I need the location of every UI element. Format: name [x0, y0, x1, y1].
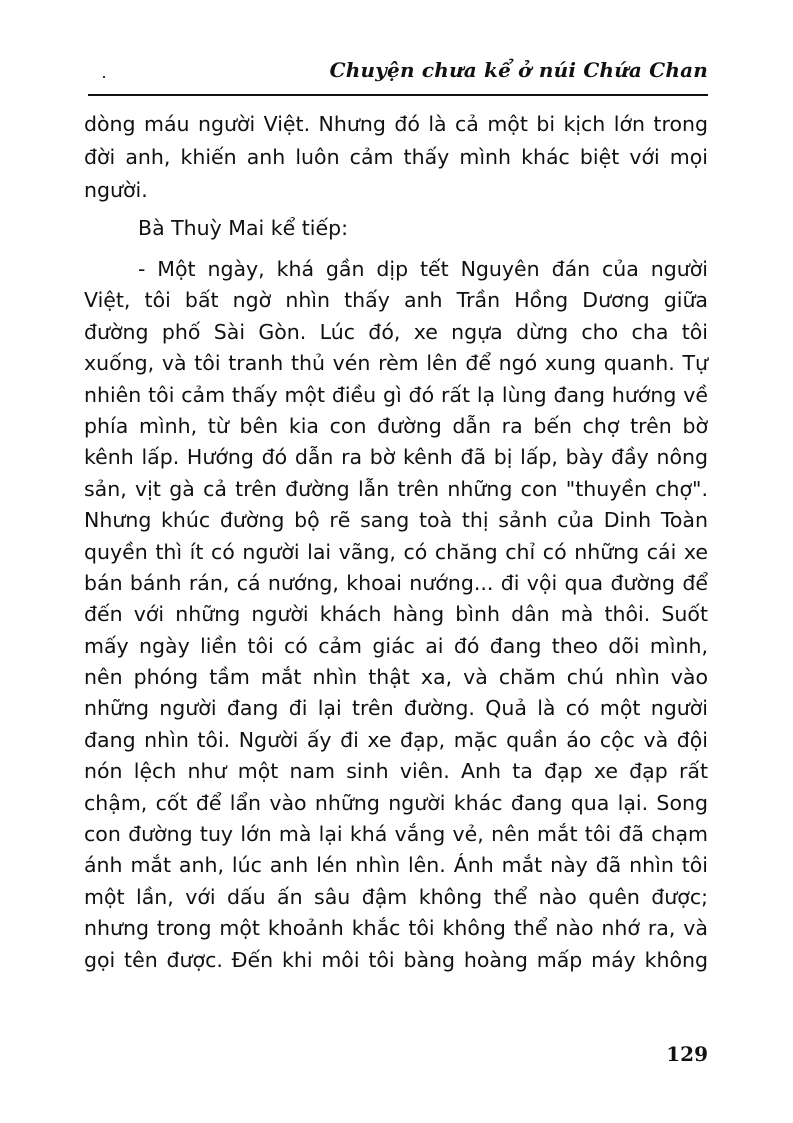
text-line: đường phố Sài Gòn. Lúc đó, xe ngựa dừng cho cha tôi: [84, 319, 708, 344]
text-line: đời anh, khiến anh luôn cảm thấy mình khác biệt với mọi: [84, 145, 708, 169]
text-line: quyền thì ít có người lai vãng, có chăng chỉ có những cái xe: [84, 539, 708, 564]
text-line: gọi tên được. Đến khi môi tôi bàng hoàng mấp máy không: [84, 947, 708, 972]
text-line: Việt, tôi bất ngờ nhìn thấy anh Trần Hồng Dương giữa: [84, 288, 708, 313]
paragraph-3: [84, 254, 708, 976]
text-line: đến với những người khách hàng bình dân mà thôi. Suốt: [84, 602, 708, 627]
paragraph-1: [84, 108, 708, 207]
text-line: con đường tuy lớn mà lại khá vắng vẻ, nên mắt tôi đã chạm: [84, 822, 708, 847]
text-line: - Một ngày, khá gần dịp tết Nguyên đán của người: [138, 257, 708, 281]
text-line: nhiên tôi cảm thấy một điều gì đó rất lạ lùng đang hướng về: [84, 382, 708, 407]
text-line: một lần, với dấu ấn sâu đậm không thể nào quên được;: [84, 884, 708, 909]
running-header-title: Chuyện chưa kể ở núi Chứa Chan: [329, 58, 708, 82]
text-line: ánh mắt anh, lúc anh lén nhìn lên. Ánh mắt này đã nhìn tôi: [84, 853, 708, 878]
scan-speck: [103, 76, 105, 78]
text-line: xuống, và tôi tranh thủ vén rèm lên để ngó xung quanh. Tự: [84, 351, 708, 376]
paragraph-2: [84, 212, 708, 245]
header-rule: [88, 94, 708, 96]
text-line: phía mình, từ bên kia con đường dẫn ra bến chợ trên bờ: [84, 413, 708, 438]
text-line: nón lệch như một nam sinh viên. Anh ta đạp xe đạp rất: [84, 759, 708, 784]
text-line: nên phóng tầm mắt nhìn thật xa, và chăm chú nhìn vào: [84, 665, 708, 690]
text-line: Nhưng khúc đường bộ rẽ sang toà thị sảnh của Dinh Toàn: [84, 508, 708, 533]
text-line: chậm, cốt để lẩn vào những người khác đang qua lại. Song: [84, 790, 708, 815]
text-line: mấy ngày liền tôi có cảm giác ai đó đang theo dõi mình,: [84, 633, 708, 658]
text-line: đang nhìn tôi. Người ấy đi xe đạp, mặc quần áo cộc và đội: [84, 727, 708, 752]
text-line: dòng máu người Việt. Nhưng đó là cả một bi kịch lớn trong: [84, 112, 708, 136]
text-line: người.: [84, 178, 148, 202]
text-line: Bà Thuỳ Mai kể tiếp:: [138, 216, 349, 240]
text-line: kênh lấp. Hướng đó dẫn ra bờ kênh đã bị lấp, bày đầy nông: [84, 445, 708, 470]
page-number: 129: [666, 1042, 708, 1066]
text-line: nhưng trong một khoảnh khắc tôi không thể nào nhớ ra, và: [84, 916, 708, 941]
text-line: những người đang đi lại trên đường. Quả là có một người: [84, 696, 708, 721]
text-line: sản, vịt gà cả trên đường lẫn trên những con "thuyền chợ".: [84, 476, 708, 501]
text-line: bán bánh rán, cá nướng, khoai nướng... đi vội qua đường để: [84, 570, 708, 595]
